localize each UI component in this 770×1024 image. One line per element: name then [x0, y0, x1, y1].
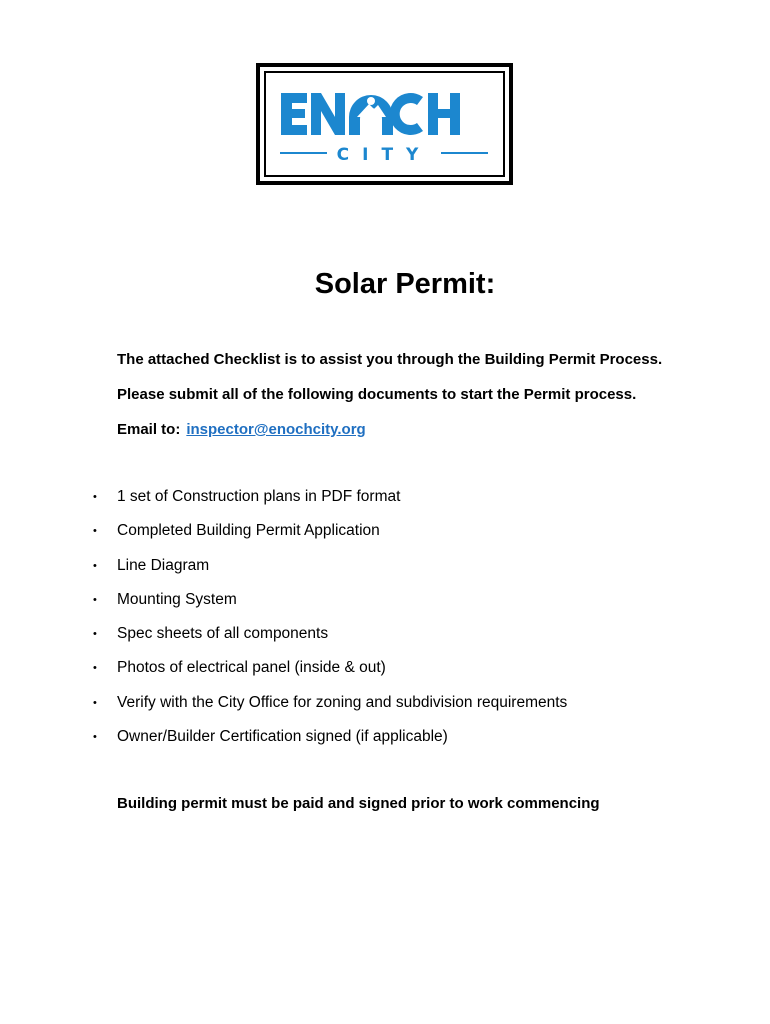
bullet-icon: •: [93, 560, 97, 572]
list-item: [0, 658, 770, 678]
list-item: [0, 556, 770, 576]
enoch-city-logo: [256, 63, 513, 185]
email-link[interactable]: inspector@enochcity.org: [186, 421, 366, 438]
bullet-icon: •: [93, 697, 97, 709]
payment-notice: Building permit must be paid and signed prior to work commencing: [117, 795, 600, 812]
email-label: Email to:: [117, 421, 181, 438]
list-item-text: 1 set of Construction plans in PDF format: [117, 488, 401, 505]
bullet-icon: •: [93, 662, 97, 674]
list-item-text: Owner/Builder Certification signed (if applicable): [117, 728, 448, 745]
list-item-text: Line Diagram: [117, 557, 210, 574]
bullet-icon: •: [93, 628, 97, 640]
intro-line-1: The attached Checklist is to assist you through the Building Permit Process.: [117, 351, 663, 368]
list-item-text: Completed Building Permit Application: [117, 522, 380, 539]
list-item-text: Mounting System: [117, 591, 237, 608]
bullet-icon: •: [93, 525, 97, 537]
logo-city-text: CITY: [336, 145, 432, 165]
bullet-icon: •: [93, 731, 97, 743]
list-item: [0, 521, 770, 541]
list-item: [0, 727, 770, 747]
list-item: [0, 487, 770, 507]
bullet-icon: •: [93, 491, 97, 503]
list-item: [0, 624, 770, 644]
page-title: Solar Permit:: [314, 268, 496, 300]
list-item-text: Photos of electrical panel (inside & out): [117, 659, 386, 676]
list-item: [0, 590, 770, 610]
list-item-text: Spec sheets of all components: [117, 625, 329, 642]
email-line: [117, 421, 366, 438]
list-item: [0, 693, 770, 713]
logo-mark: [260, 67, 509, 181]
bullet-icon: •: [93, 594, 97, 606]
intro-line-2: Please submit all of the following documents to start the Permit process.: [117, 386, 637, 403]
list-item-text: Verify with the City Office for zoning and subdivision requirements: [117, 694, 568, 711]
